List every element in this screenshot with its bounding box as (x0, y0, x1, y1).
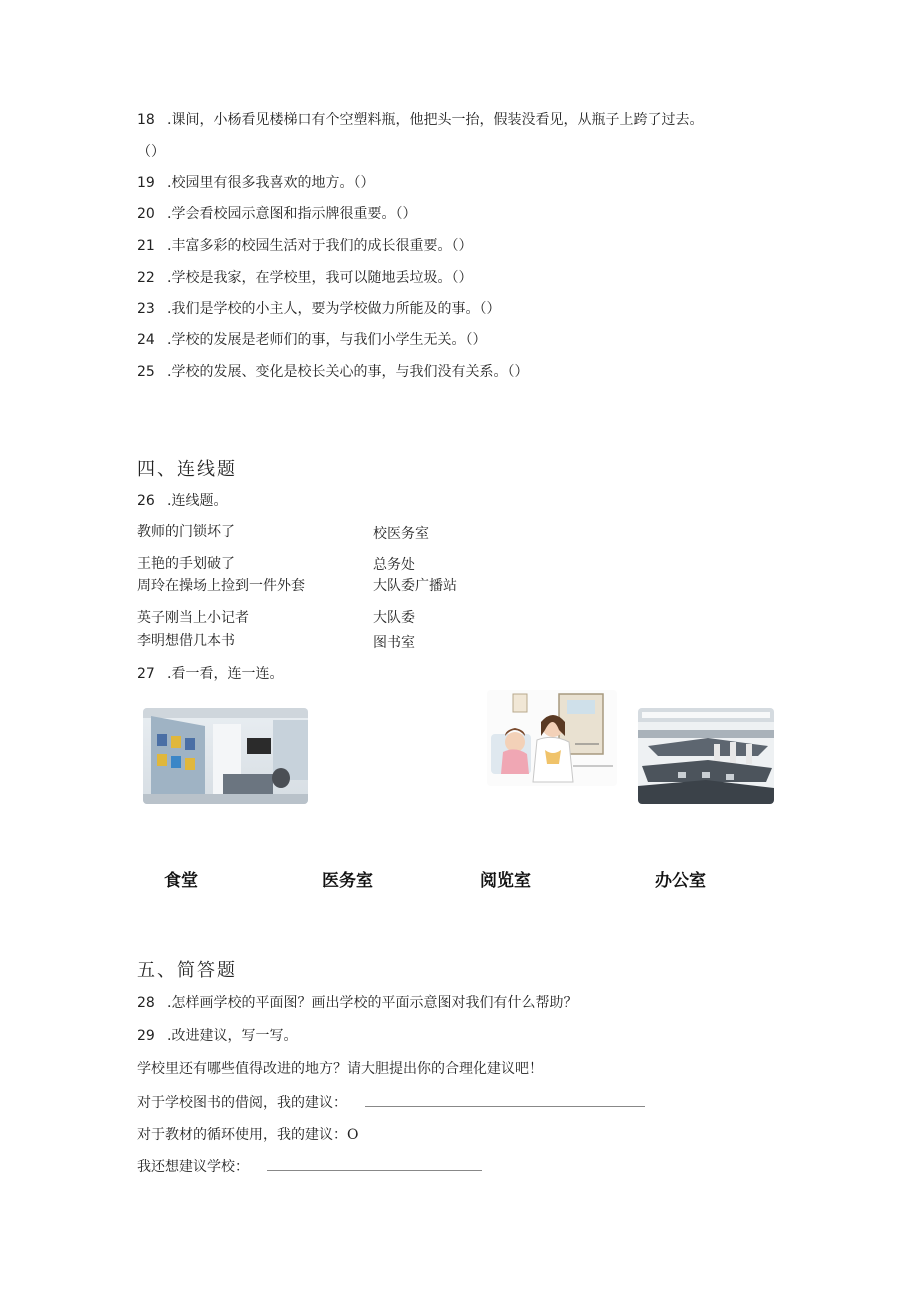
match-left-item[interactable]: 周玲在操场上捡到一件外套 (137, 578, 305, 594)
question-21 (137, 237, 472, 255)
suggestion-library-label: 对于学校图书的借阅，我的建议： (137, 1095, 347, 1111)
match-left-item[interactable]: 教师的门锁坏了 (137, 524, 235, 540)
cafeteria-scene-image[interactable] (638, 708, 774, 804)
match-left-item[interactable]: 英子刚当上小记者 (137, 610, 249, 626)
match-right-item[interactable]: 大队委广播站 (373, 578, 457, 594)
suggestion-other-label: 我还想建议学校： (137, 1159, 249, 1175)
question-number: 25 (137, 364, 155, 380)
question-18-answer-bracket: （） (137, 144, 165, 160)
suggestion-library-blank[interactable] (365, 1094, 645, 1107)
clinic-scene-image[interactable] (487, 690, 617, 786)
match-right-item[interactable]: 校医务室 (373, 526, 429, 542)
question-24 (137, 331, 486, 349)
match-right-item[interactable]: 总务处 (373, 557, 415, 573)
question-text: .怎样画学校的平面图？画出学校的平面示意图对我们有什么帮助？ (167, 995, 578, 1011)
question-text: .课间，小杨看见楼梯口有个空塑料瓶，他把头一抬，假装没看见，从瓶子上跨了过去。 (167, 112, 704, 128)
question-number: 29 (137, 1028, 155, 1044)
clinic-illustration-icon (487, 690, 617, 786)
question-text: .学校的发展、变化是校长关心的事，与我们没有关系。（） (167, 364, 529, 380)
question-number: 28 (137, 995, 155, 1011)
suggestion-library (137, 1094, 645, 1112)
question-text: .学校的发展是老师们的事，与我们小学生无关。（） (167, 332, 487, 348)
section-title-matching: 四、连线题 (137, 459, 237, 480)
question-number: 19 (137, 175, 155, 191)
section-title-short-answer: 五、简答题 (137, 960, 237, 981)
question-number: 23 (137, 301, 155, 317)
suggestion-prompt: 学校里还有哪些值得改进的地方？请大胆提出你的合理化建议吧！ (137, 1061, 543, 1077)
suggestion-other (137, 1158, 482, 1176)
match-right-item[interactable]: 大队委 (373, 610, 415, 626)
match-left-item[interactable]: 李明想借几本书 (137, 633, 235, 649)
question-number: 18 (137, 112, 155, 128)
question-text: .改进建议，写一写。 (167, 1028, 298, 1044)
question-number: 21 (137, 238, 155, 254)
question-text: .丰富多彩的校园生活对于我们的成长很重要。（） (167, 238, 473, 254)
question-text: .看一看，连一连。 (167, 666, 284, 682)
question-text: .学校是我家，在学校里，我可以随地丢垃圾。（） (167, 270, 473, 286)
match-right-item[interactable]: 图书室 (373, 635, 415, 651)
question-number: 22 (137, 270, 155, 286)
question-18 (137, 111, 703, 129)
room-label-office[interactable]: 办公室 (655, 871, 706, 891)
room-label-cafeteria[interactable]: 食堂 (164, 871, 198, 891)
question-19 (137, 174, 374, 192)
question-26 (137, 492, 227, 510)
question-29 (137, 1027, 297, 1045)
question-28 (137, 994, 577, 1012)
question-number: 27 (137, 666, 155, 682)
question-27 (137, 665, 283, 683)
question-text: .学会看校园示意图和指示牌很重要。（） (167, 206, 417, 222)
question-22 (137, 269, 472, 287)
room-label-clinic[interactable]: 医务室 (322, 871, 373, 891)
suggestion-other-blank[interactable] (267, 1158, 482, 1171)
question-number: 24 (137, 332, 155, 348)
question-number: 26 (137, 493, 155, 509)
question-text: .校园里有很多我喜欢的地方。（） (167, 175, 375, 191)
question-number: 20 (137, 206, 155, 222)
office-photo-icon (143, 708, 308, 804)
office-scene-image[interactable] (143, 708, 308, 804)
question-text: .我们是学校的小主人，要为学校做力所能及的事。（） (167, 301, 501, 317)
question-25 (137, 363, 528, 381)
question-23 (137, 300, 500, 318)
match-left-item[interactable]: 王艳的手划破了 (137, 556, 235, 572)
question-20 (137, 205, 416, 223)
question-text: .连线题。 (167, 493, 228, 509)
room-label-reading-room[interactable]: 阅览室 (480, 871, 531, 891)
cafeteria-photo-icon (638, 708, 774, 804)
suggestion-textbooks: 对于教材的循环使用，我的建议：O (137, 1127, 359, 1143)
